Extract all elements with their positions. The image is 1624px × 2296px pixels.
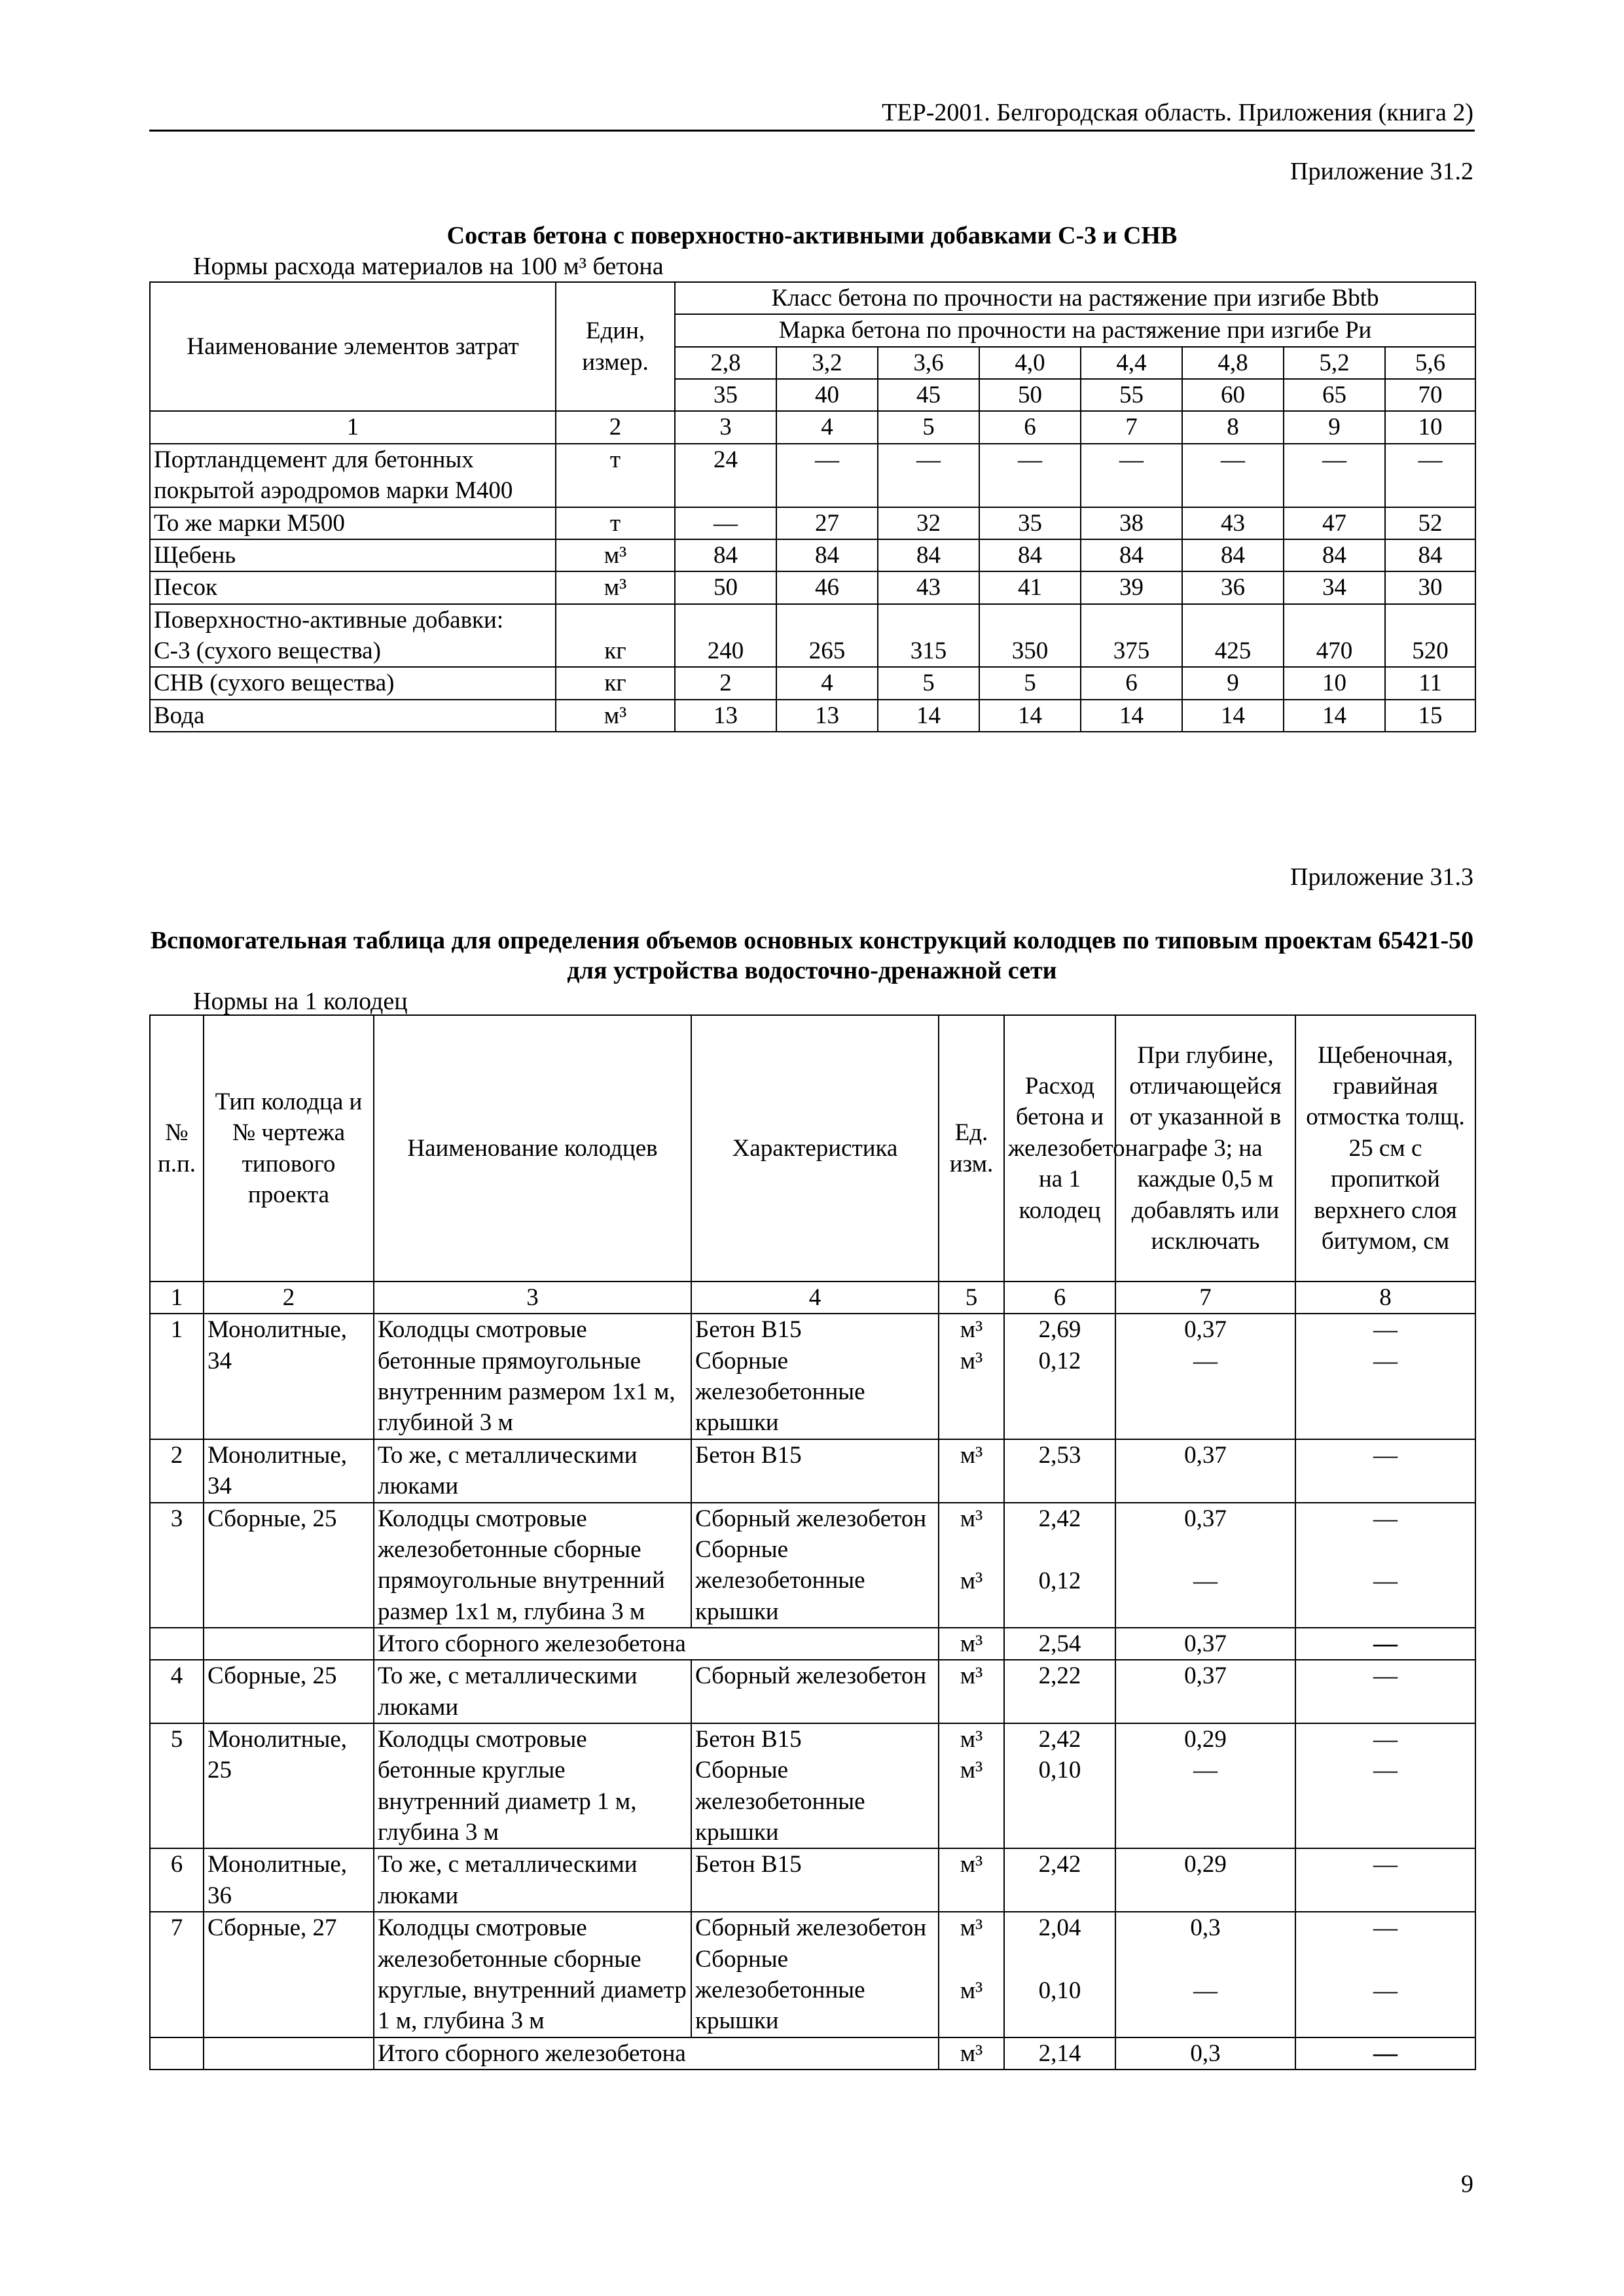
value: [1284, 604, 1385, 636]
characteristic: [691, 1723, 939, 1848]
concrete-line: 0,12: [1038, 1347, 1081, 1374]
depth-line: 0,37: [1184, 1662, 1227, 1690]
value: 84: [1182, 539, 1284, 571]
table2-row: [150, 1723, 1475, 1848]
well-name: Колодцы смотровые железобетонные сборные прямоугольные внутренний размер 1х1 м, глубина 3 м: [374, 1503, 691, 1628]
depth-line: 0,37: [1184, 1505, 1227, 1532]
concrete-line: 2,42: [1038, 1851, 1081, 1878]
unit-line: м³: [960, 1757, 983, 1784]
header-unit: Един, измер.: [556, 282, 675, 411]
table2-row: [150, 1912, 1475, 2037]
column-number: 6: [1004, 1282, 1115, 1314]
depth-adjustment: [1115, 1848, 1295, 1912]
characteristic: [691, 1314, 939, 1439]
well-name: То же, с металлическими люками: [374, 1660, 691, 1723]
column-number: 3: [374, 1282, 691, 1314]
table2-row: [150, 1660, 1475, 1723]
row-number: 1: [150, 1314, 204, 1439]
value: 24: [675, 444, 776, 507]
value: 84: [979, 539, 1081, 571]
characteristic-line: Бетон В15: [695, 1851, 802, 1878]
row-number: 4: [150, 1660, 204, 1723]
characteristic: [691, 1660, 939, 1723]
concrete-composition-table: [149, 281, 1476, 732]
column-number: 5: [939, 1282, 1004, 1314]
column-number: 10: [1385, 411, 1475, 443]
value: 84: [1081, 539, 1182, 571]
table2-total-row: [150, 1628, 1475, 1660]
value: 5: [979, 667, 1081, 699]
header-conc: Расход бетона и железобетона на 1 колодец: [1004, 1015, 1115, 1282]
cost-element-name: Портландцемент для бетонных покрытой аэродромов марки М400: [150, 444, 556, 507]
value: 84: [1385, 539, 1475, 571]
table1-title: Состав бетона с поверхностно-активными добавками С-3 и СНВ: [446, 222, 1178, 249]
column-number: 2: [204, 1282, 374, 1314]
header-num: № п.п.: [150, 1015, 204, 1282]
gravel-line: —: [1373, 1851, 1398, 1878]
unit: м³: [556, 700, 675, 732]
class-value: 5,2: [1284, 347, 1385, 379]
value: 47: [1284, 507, 1385, 539]
value: 84: [878, 539, 979, 571]
depth-line: —: [1193, 1757, 1218, 1784]
value: 375: [1081, 636, 1182, 667]
class-value: 4,0: [979, 347, 1081, 379]
concrete-line: 0,12: [1038, 1567, 1081, 1594]
value: —: [979, 444, 1081, 507]
gravel-base: —: [1295, 1628, 1475, 1660]
value: 14: [1081, 700, 1182, 732]
unit-line: м³: [960, 1567, 983, 1594]
table1-row: [150, 667, 1475, 699]
table2-title: Вспомогательная таблица для определения объемов основных конструкций колодцев по типовым проектам 65421-50 для устройства водосточно-дренажной сети: [150, 927, 1474, 984]
unit-line: м³: [960, 1914, 983, 1942]
unit-line: м³: [960, 1316, 983, 1344]
value: 14: [878, 700, 979, 732]
table1-column-numbers-row: [150, 411, 1475, 443]
concrete-line: 2,04: [1038, 1914, 1081, 1942]
value: 11: [1385, 667, 1475, 699]
value: 84: [776, 539, 878, 571]
value: 315: [878, 636, 979, 667]
depth-line: —: [1193, 1977, 1218, 2004]
characteristic: [691, 1503, 939, 1628]
row-number: 5: [150, 1723, 204, 1848]
concrete-line: 2,42: [1038, 1505, 1081, 1532]
header-class: Класс бетона по прочности на растяжение при изгибе Bbtb: [675, 282, 1475, 314]
well-type: Монолитные, 34: [204, 1314, 374, 1439]
characteristic-line: Сборные железобетонные крышки: [695, 1535, 865, 1625]
class-value: 4,8: [1182, 347, 1284, 379]
depth-adjustment: [1115, 1723, 1295, 1848]
mark-value: 40: [776, 379, 878, 411]
class-value: 4,4: [1081, 347, 1182, 379]
depth-adjustment: 0,3: [1115, 2037, 1295, 2070]
depth-line: 0,3: [1190, 1914, 1221, 1942]
cost-element-name: Вода: [150, 700, 556, 732]
column-number: 7: [1115, 1282, 1295, 1314]
column-number: 8: [1295, 1282, 1475, 1314]
table1-row: [150, 700, 1475, 732]
gravel-base: [1295, 1503, 1475, 1628]
column-number: 1: [150, 1282, 204, 1314]
characteristic-line: Бетон В15: [695, 1316, 802, 1344]
value: [1385, 604, 1475, 636]
gravel-line: —: [1373, 1316, 1398, 1344]
unit: т: [556, 507, 675, 539]
value: 350: [979, 636, 1081, 667]
appendix-label-2: Приложение 31.3: [1290, 863, 1473, 891]
depth-adjustment: [1115, 1439, 1295, 1503]
depth-adjustment: [1115, 1912, 1295, 2037]
well-name: Колодцы смотровые бетонные прямоугольные внутренним размером 1х1 м, глубиной 3 м: [374, 1314, 691, 1439]
value: 84: [1284, 539, 1385, 571]
depth-adjustment: [1115, 1503, 1295, 1628]
characteristic: [691, 1912, 939, 2037]
row-number: 2: [150, 1439, 204, 1503]
class-value: 5,6: [1385, 347, 1475, 379]
mark-value: 35: [675, 379, 776, 411]
column-number: 8: [1182, 411, 1284, 443]
total-label: Итого сборного железобетона: [374, 2037, 939, 2070]
unit-line: м³: [960, 1851, 983, 1878]
mark-value: 70: [1385, 379, 1475, 411]
table2-note: Нормы на 1 колодец: [193, 988, 408, 1015]
cost-element-name: Поверхностно-активные добавки:: [150, 604, 556, 636]
concrete-volume: [1004, 1503, 1115, 1628]
unit: [939, 1660, 1004, 1723]
value: 41: [979, 571, 1081, 603]
characteristic-line: Сборный железобетон: [695, 1662, 927, 1690]
concrete-volume: [1004, 1660, 1115, 1723]
header-type: Тип колодца и № чертежа типового проекта: [204, 1015, 374, 1282]
characteristic-line: Сборные железобетонные крышки: [695, 1347, 865, 1437]
unit: кг: [556, 667, 675, 699]
gravel-line: —: [1373, 1347, 1398, 1374]
gravel-line: —: [1373, 1567, 1398, 1594]
value: [675, 604, 776, 636]
gravel-line: —: [1373, 1441, 1398, 1469]
value: —: [878, 444, 979, 507]
value: —: [675, 507, 776, 539]
depth-line: —: [1193, 1347, 1218, 1374]
concrete-line: 2,22: [1038, 1662, 1081, 1690]
value: 425: [1182, 636, 1284, 667]
table2-row: [150, 1848, 1475, 1912]
value: —: [1284, 444, 1385, 507]
unit-line: м³: [960, 1726, 983, 1753]
unit: кг: [556, 636, 675, 667]
unit: [939, 1912, 1004, 2037]
gravel-line: —: [1373, 1505, 1398, 1532]
gravel-line: —: [1373, 1977, 1398, 2004]
value: 46: [776, 571, 878, 603]
value: 9: [1182, 667, 1284, 699]
column-number: 6: [979, 411, 1081, 443]
gravel-line: —: [1373, 1726, 1398, 1753]
depth-line: 0,37: [1184, 1316, 1227, 1344]
value: —: [776, 444, 878, 507]
value: [776, 604, 878, 636]
well-name: Колодцы смотровые железобетонные сборные круглые, внутренний диаметр 1 м, глубина 3 м: [374, 1912, 691, 2037]
characteristic-line: Сборные железобетонные крышки: [695, 1757, 865, 1846]
unit: м³: [939, 1628, 1004, 1660]
well-type: Монолитные, 34: [204, 1439, 374, 1503]
depth-line: 0,37: [1184, 1441, 1227, 1469]
concrete-line: 0,10: [1038, 1757, 1081, 1784]
value: 15: [1385, 700, 1475, 732]
value: 30: [1385, 571, 1475, 603]
column-number: 4: [776, 411, 878, 443]
page-number: 9: [1461, 2170, 1473, 2198]
concrete-volume: [1004, 1723, 1115, 1848]
table2-row: [150, 1503, 1475, 1628]
mark-value: 45: [878, 379, 979, 411]
gravel-base: [1295, 1660, 1475, 1723]
class-value: 2,8: [675, 347, 776, 379]
row-number: 3: [150, 1503, 204, 1628]
table1-row: [150, 539, 1475, 571]
depth-adjustment: [1115, 1660, 1295, 1723]
unit-line: м³: [960, 1505, 983, 1532]
concrete-volume: 2,54: [1004, 1628, 1115, 1660]
concrete-volume: [1004, 1848, 1115, 1912]
value: 240: [675, 636, 776, 667]
mark-value: 55: [1081, 379, 1182, 411]
characteristic-line: Бетон В15: [695, 1726, 802, 1753]
column-number: 4: [691, 1282, 939, 1314]
table1-row: [150, 571, 1475, 603]
header-name: Наименование элементов затрат: [150, 282, 556, 411]
well-name: То же, с металлическими люками: [374, 1848, 691, 1912]
value: 14: [1284, 700, 1385, 732]
well-name: То же, с металлическими люками: [374, 1439, 691, 1503]
cost-element-name: СНВ (сухого вещества): [150, 667, 556, 699]
value: 265: [776, 636, 878, 667]
gravel-base: [1295, 1723, 1475, 1848]
unit: м³: [556, 539, 675, 571]
row-number: 6: [150, 1848, 204, 1912]
value: 13: [675, 700, 776, 732]
unit-line: м³: [960, 1441, 983, 1469]
depth-line: 0,29: [1184, 1726, 1227, 1753]
table1-note: Нормы расхода материалов на 100 м³ бетона: [193, 253, 664, 280]
gravel-base: [1295, 1912, 1475, 2037]
table2-row: [150, 1314, 1475, 1439]
header-mark: Марка бетона по прочности на растяжение при изгибе Ри: [675, 314, 1475, 346]
table1-row: [150, 636, 1475, 667]
column-number: 2: [556, 411, 675, 443]
concrete-line: 2,42: [1038, 1726, 1081, 1753]
well-type: Сборные, 27: [204, 1912, 374, 2037]
value: 14: [1182, 700, 1284, 732]
value: [878, 604, 979, 636]
concrete-volume: 2,14: [1004, 2037, 1115, 2070]
depth-line: 0,29: [1184, 1851, 1227, 1878]
column-number: 7: [1081, 411, 1182, 443]
class-value: 3,6: [878, 347, 979, 379]
well-name: Колодцы смотровые бетонные круглые внутренний диаметр 1 м, глубина 3 м: [374, 1723, 691, 1848]
gravel-base: [1295, 1439, 1475, 1503]
unit-line: м³: [960, 1662, 983, 1690]
table1-row: [150, 444, 1475, 507]
value: [979, 604, 1081, 636]
depth-adjustment: 0,37: [1115, 1628, 1295, 1660]
unit: [939, 1848, 1004, 1912]
value: —: [1081, 444, 1182, 507]
gravel-line: —: [1373, 1757, 1398, 1784]
concrete-line: 2,53: [1038, 1441, 1081, 1469]
characteristic: [691, 1848, 939, 1912]
wells-volume-table: [149, 1014, 1476, 2070]
depth-line: —: [1193, 1567, 1218, 1594]
characteristic-line: Сборный железобетон: [695, 1505, 927, 1532]
unit-line: м³: [960, 1347, 983, 1374]
value: 39: [1081, 571, 1182, 603]
characteristic-line: Бетон В15: [695, 1441, 802, 1469]
table2-header-row: [150, 1015, 1475, 1282]
value: 520: [1385, 636, 1475, 667]
mark-value: 60: [1182, 379, 1284, 411]
unit: [939, 1439, 1004, 1503]
value: 84: [675, 539, 776, 571]
class-value: 3,2: [776, 347, 878, 379]
unit-line: м³: [960, 1977, 983, 2004]
value: 27: [776, 507, 878, 539]
value: —: [1385, 444, 1475, 507]
value: 32: [878, 507, 979, 539]
column-number: 9: [1284, 411, 1385, 443]
depth-adjustment: [1115, 1314, 1295, 1439]
running-header: ТЕР-2001. Белгородская область. Приложения (книга 2): [882, 99, 1473, 126]
characteristic-line: Сборный железобетон: [695, 1914, 927, 1942]
header-unit: Ед. изм.: [939, 1015, 1004, 1282]
value: 470: [1284, 636, 1385, 667]
table1-row: [150, 507, 1475, 539]
gravel-line: —: [1373, 1662, 1398, 1690]
value: 34: [1284, 571, 1385, 603]
unit: т: [556, 444, 675, 507]
value: —: [1182, 444, 1284, 507]
gravel-line: —: [1373, 1914, 1398, 1942]
value: 14: [979, 700, 1081, 732]
column-number: 3: [675, 411, 776, 443]
table1-row: [150, 604, 1475, 636]
value: 43: [878, 571, 979, 603]
concrete-volume: [1004, 1439, 1115, 1503]
concrete-volume: [1004, 1912, 1115, 2037]
characteristic-line: Сборные железобетонные крышки: [695, 1945, 865, 2035]
row-number: 7: [150, 1912, 204, 2037]
value: [1182, 604, 1284, 636]
value: 52: [1385, 507, 1475, 539]
header-gravel: Щебеночная, гравийная отмостка толщ. 25 см с пропиткой верхнего слоя битумом, см: [1295, 1015, 1475, 1282]
total-label: Итого сборного железобетона: [374, 1628, 939, 1660]
well-type: Сборные, 25: [204, 1503, 374, 1628]
characteristic: [691, 1439, 939, 1503]
table2-column-numbers-row: [150, 1282, 1475, 1314]
well-type: Монолитные, 36: [204, 1848, 374, 1912]
table2-total-row: [150, 2037, 1475, 2070]
value: 10: [1284, 667, 1385, 699]
cost-element-name: То же марки М500: [150, 507, 556, 539]
appendix-label-1: Приложение 31.2: [1290, 158, 1473, 185]
value: [1081, 604, 1182, 636]
header-char: Характеристика: [691, 1015, 939, 1282]
unit: м³: [939, 2037, 1004, 2070]
unit: [939, 1314, 1004, 1439]
value: 38: [1081, 507, 1182, 539]
gravel-base: [1295, 1848, 1475, 1912]
value: 6: [1081, 667, 1182, 699]
well-type: Сборные, 25: [204, 1660, 374, 1723]
mark-value: 50: [979, 379, 1081, 411]
value: 13: [776, 700, 878, 732]
header-depth: При глубине, отличающейся от указанной в графе 3; на каждые 0,5 м добавлять или исключать: [1115, 1015, 1295, 1282]
value: 2: [675, 667, 776, 699]
unit: [939, 1503, 1004, 1628]
table2-row: [150, 1439, 1475, 1503]
table1-header-row: [150, 282, 1475, 314]
header-name: Наименование колодцев: [374, 1015, 691, 1282]
cost-element-name: Песок: [150, 571, 556, 603]
unit: [556, 604, 675, 636]
gravel-base: —: [1295, 2037, 1475, 2070]
value: 4: [776, 667, 878, 699]
gravel-base: [1295, 1314, 1475, 1439]
column-number: 1: [150, 411, 556, 443]
cost-element-name: С-3 (сухого вещества): [150, 636, 556, 667]
mark-value: 65: [1284, 379, 1385, 411]
unit: [939, 1723, 1004, 1848]
header-rule: [149, 130, 1475, 132]
value: 5: [878, 667, 979, 699]
column-number: 5: [878, 411, 979, 443]
concrete-line: 2,69: [1038, 1316, 1081, 1344]
concrete-line: 0,10: [1038, 1977, 1081, 2004]
concrete-volume: [1004, 1314, 1115, 1439]
value: 36: [1182, 571, 1284, 603]
value: 50: [675, 571, 776, 603]
value: 35: [979, 507, 1081, 539]
unit: м³: [556, 571, 675, 603]
well-type: Монолитные, 25: [204, 1723, 374, 1848]
cost-element-name: Щебень: [150, 539, 556, 571]
value: 43: [1182, 507, 1284, 539]
